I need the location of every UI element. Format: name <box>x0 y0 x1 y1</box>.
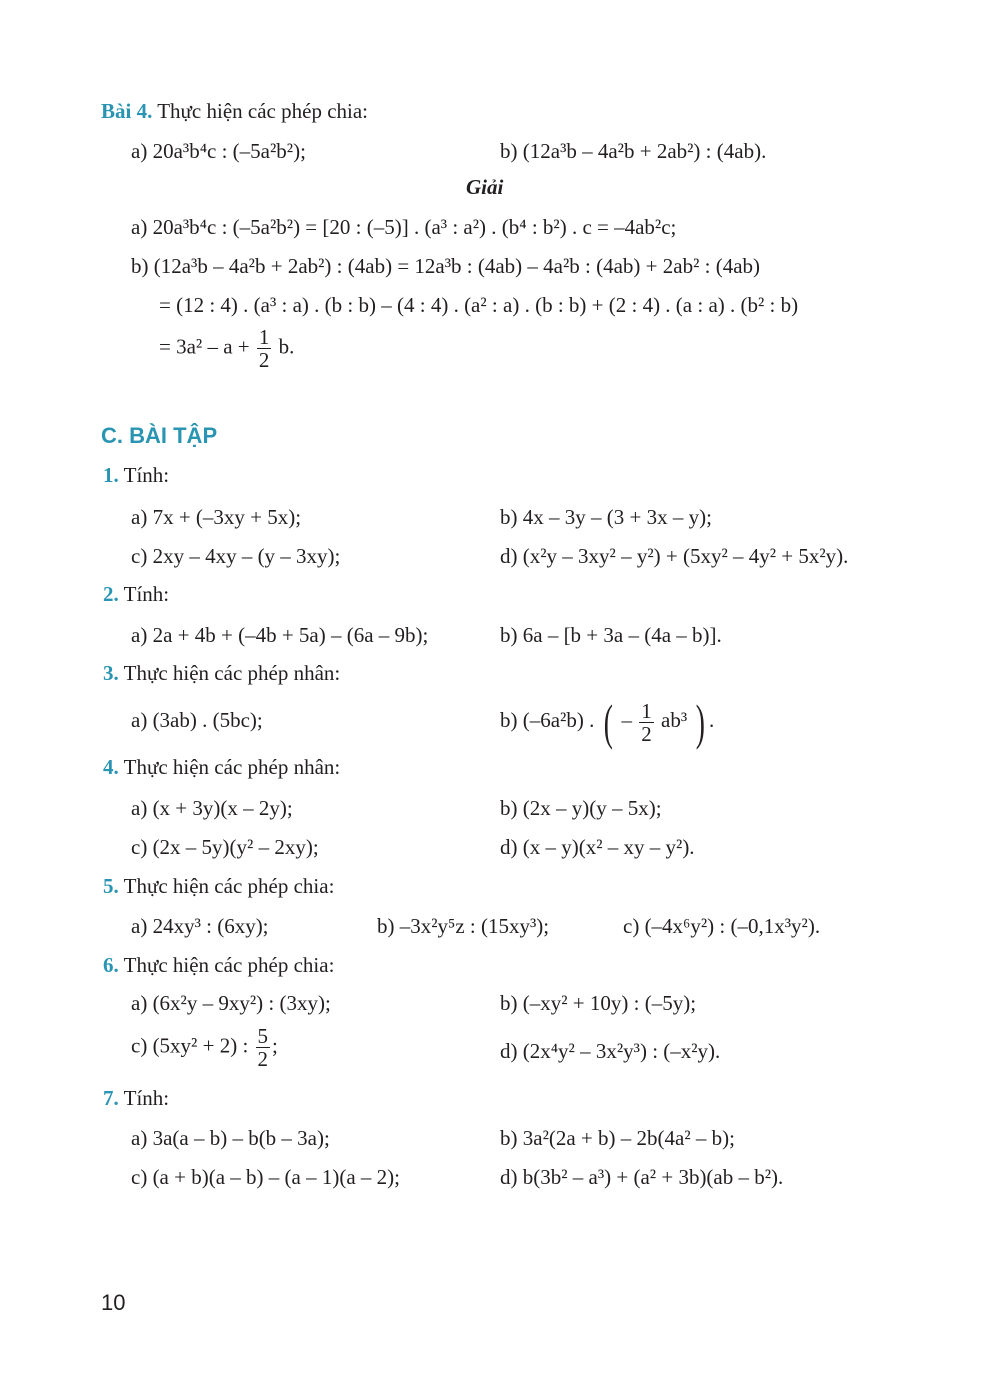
exercise-5-heading <box>103 873 334 899</box>
solution-b3-post: b. <box>278 334 295 359</box>
exercise-2-heading <box>103 581 169 607</box>
solution-b-line2: = (12 : 4) . (a³ : a) . (b : b) – (4 : 4) . (a² : a) . (b : b) + (2 : 4) . (a : a) . (b² : b) <box>159 293 799 317</box>
example-a-expr: 20a³b⁴c : (–5a²b²); <box>152 139 306 163</box>
exercise-7c: c) (a + b)(a – b) – (a – 1)(a – 2); <box>131 1165 400 1189</box>
left-paren: ( <box>603 694 613 751</box>
exercise-1-heading <box>103 462 169 488</box>
exercise-1b: b) 4x – 3y – (3 + 3x – y); <box>500 505 712 529</box>
exercise-4c: c) (2x – 5y)(y² – 2xy); <box>131 835 319 859</box>
right-paren: ) <box>696 694 706 751</box>
exercise-number: 4. <box>103 755 119 779</box>
example-part-a <box>131 138 306 164</box>
fraction-numerator: 5 <box>257 1024 269 1048</box>
solution-b-line1: b) (12a³b – 4a²b + 2ab²) : (4ab) = 12a³b : (4ab) – 4a²b : (4ab) + 2ab² : (4ab) <box>131 254 761 278</box>
exercise-6d: d) (2x⁴y² – 3x²y³) : (–x²y). <box>500 1039 721 1063</box>
exercise-number: 7. <box>103 1086 119 1110</box>
fraction-denominator: 2 <box>641 721 652 746</box>
exercise-number: 5. <box>103 874 119 898</box>
example-b-label: b) <box>500 139 518 163</box>
exercise-title: Tính: <box>123 1086 170 1110</box>
exercise-1c: c) 2xy – 4xy – (y – 3xy); <box>131 544 341 568</box>
exercise-title: Tính: <box>123 582 170 606</box>
section-title: C. BÀI TẬP <box>101 423 218 448</box>
exercise-3b-post: ab³ <box>661 708 688 732</box>
exercise-7a: a) 3a(a – b) – b(b – 3a); <box>131 1126 330 1150</box>
exercise-1d: d) (x²y – 3xy² – y²) + (5xy² – 4y² + 5x²y). <box>500 544 849 568</box>
exercise-3b <box>500 690 714 750</box>
exercise-1a: a) 7x + (–3xy + 5x); <box>131 505 302 529</box>
exercise-7d: d) b(3b² – a³) + (a² + 3b)(ab – b²). <box>500 1165 784 1189</box>
exercise-3b-sign: – <box>621 708 633 732</box>
exercise-3b-end: . <box>709 708 715 732</box>
exercise-2b: b) 6a – [b + 3a – (4a – b)]. <box>500 623 722 647</box>
exercise-number: 2. <box>103 582 119 606</box>
exercise-7b: b) 3a²(2a + b) – 2b(4a² – b); <box>500 1126 735 1150</box>
exercise-4a: a) (x + 3y)(x – 2y); <box>131 796 293 820</box>
exercise-4-heading <box>103 754 340 780</box>
solution-b-line3 <box>159 326 294 371</box>
exercise-number: 3. <box>103 661 119 685</box>
exercise-4d: d) (x – y)(x² – xy – y²). <box>500 835 695 859</box>
solution-b3-pre: = 3a² – a + <box>159 334 250 359</box>
exercise-title: Thực hiện các phép nhân: <box>123 755 341 779</box>
exercise-4b: b) (2x – y)(y – 5x); <box>500 796 662 820</box>
solution-a: a) 20a³b⁴c : (–5a²b²) = [20 : (–5)] . (a³ : a²) . (b⁴ : b²) . c = –4ab²c; <box>131 215 677 239</box>
exercise-title: Thực hiện các phép chia: <box>123 874 335 898</box>
example-label: Bài 4. <box>101 99 153 123</box>
exercise-6a: a) (6x²y – 9xy²) : (3xy); <box>131 991 331 1015</box>
fraction-one-half <box>639 700 654 745</box>
page-number: 10 <box>101 1290 126 1315</box>
fraction-denominator: 2 <box>257 1047 269 1071</box>
example-part-b <box>500 138 766 164</box>
exercise-6c-pre: c) (5xy² + 2) : <box>131 1033 249 1058</box>
example-heading <box>101 98 368 124</box>
exercise-2a: a) 2a + 4b + (–4b + 5a) – (6a – 9b); <box>131 623 429 647</box>
example-a-label: a) <box>131 139 148 163</box>
exercise-7-heading <box>103 1085 169 1111</box>
exercise-3a: a) (3ab) . (5bc); <box>131 708 263 732</box>
exercise-6c-post: ; <box>272 1033 278 1058</box>
fraction-numerator: 1 <box>641 698 652 723</box>
example-title: Thực hiện các phép chia: <box>157 99 368 123</box>
exercise-title: Tính: <box>123 463 170 487</box>
solution-title: Giải <box>466 175 504 199</box>
exercise-6-heading <box>103 952 334 978</box>
exercise-title: Thực hiện các phép nhân: <box>123 661 341 685</box>
fraction-one-half <box>257 326 272 371</box>
exercise-number: 1. <box>103 463 119 487</box>
exercise-3-heading <box>103 660 340 686</box>
exercise-5c: c) (–4x⁶y²) : (–0,1x³y²). <box>623 914 821 938</box>
exercise-5b: b) –3x²y⁵z : (15xy³); <box>377 914 550 938</box>
exercise-6b: b) (–xy² + 10y) : (–5y); <box>500 991 697 1015</box>
fraction-five-halves <box>256 1025 271 1070</box>
exercise-5a: a) 24xy³ : (6xy); <box>131 914 269 938</box>
exercise-number: 6. <box>103 953 119 977</box>
example-b-expr: (12a³b – 4a²b + 2ab²) : (4ab). <box>522 139 767 163</box>
exercise-title: Thực hiện các phép chia: <box>123 953 335 977</box>
exercise-3b-pre: b) (–6a²b) . <box>500 708 595 732</box>
exercise-6c <box>131 1025 278 1070</box>
fraction-denominator: 2 <box>258 348 270 372</box>
fraction-numerator: 1 <box>258 325 270 349</box>
